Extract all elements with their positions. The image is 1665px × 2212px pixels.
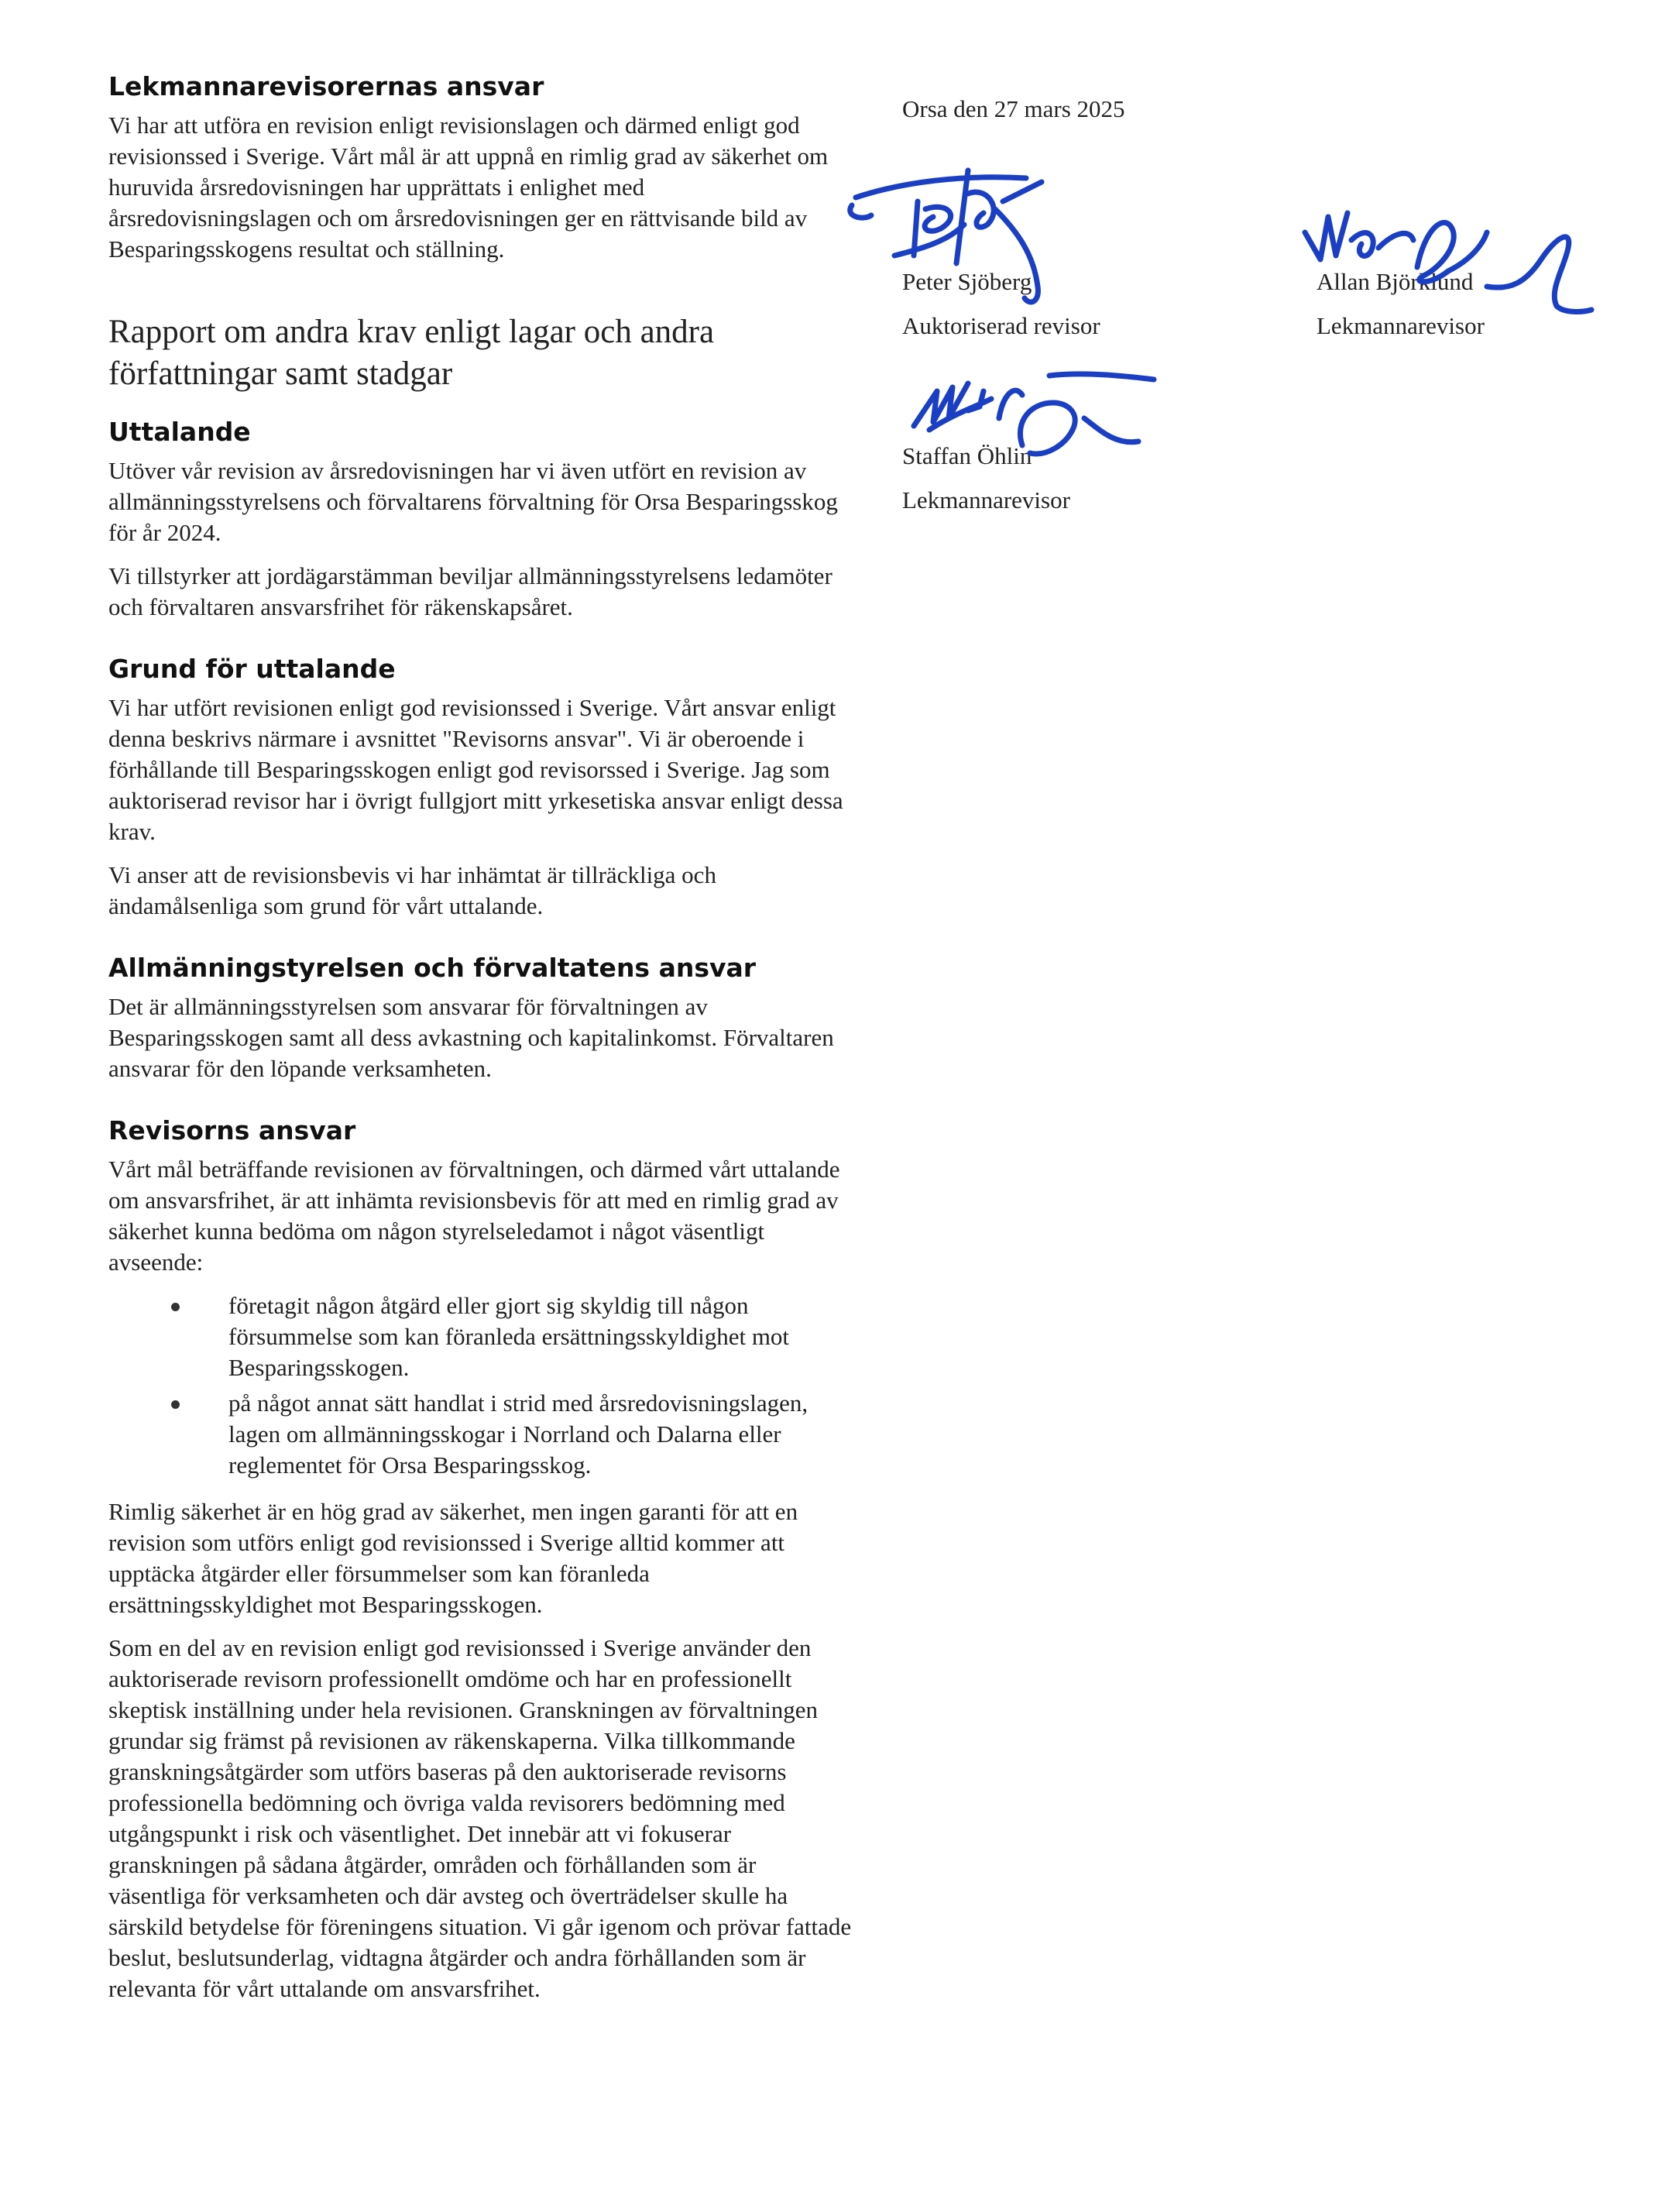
paragraph-revisorn-1: Vårt mål beträffande revisionen av förvaltningen, och därmed vårt uttalande om ansvarsfrihet, är att inhämta revisionsbevis för att med en rimlig grad av säkerhet kunna bedöma om någon styrelseledamot i något väsentligt avseende: <box>108 1156 840 1276</box>
signature-allan-icon <box>1293 198 1603 329</box>
rapport-title: Rapport om andra krav enligt lagar och andra författningar samt stadgar <box>108 314 715 392</box>
paragraph-allmanning-1: Det är allmänningsstyrelsen som ansvarar för förvaltningen av Besparingsskogen samt all dess avkastning och kapitalinkomst. Förvaltaren ansvarar för den löpande verksamheten. <box>108 993 834 1082</box>
section-allmanning <box>108 953 852 1084</box>
heading-lekman: Lekmannarevisorernas ansvar <box>108 71 544 101</box>
paragraph-revisorn-3: Som en del av en revision enligt god revisionssed i Sverige använder den auktoriserade revisorn professionellt omdöme och har en professionellt skeptisk inställning under hela revisionen. Granskningen av förvaltningen grundar sig främst på revisionen av räkenskaperna. Vilka tillkommande granskningsåtgärder som utförs baseras på den auktoriserade revisorns professionella bedömning och övriga valda revisorers bedömning med utgångspunkt i risk och väsentlighet. Det innebär att vi fokuserar granskningen på sådana åtgärder, områden och förhållanden som är väsentliga för verksamheten och där avsteg och överträdelser skulle ha särskild betydelse för föreningens situation. Vi går igenom och prövar fattade beslut, beslutsunderlag, vidtagna åtgärder och andra förhållanden som är relevanta för vårt uttalande om ansvarsfrihet. <box>108 1634 852 2002</box>
signature-peter-icon <box>840 155 1119 318</box>
signer-title: Lekmannarevisor <box>902 486 1070 514</box>
heading-grund: Grund för uttalande <box>108 654 396 684</box>
signer-name: Allan Björklund <box>1317 268 1474 295</box>
list-item: på något annat sätt handlat i strid med årsredovisningslagen, lagen om allmänningsskogar i Norrland och Dalarna eller reglementet för Orsa Besparingsskog. <box>228 1388 852 1481</box>
signer-name: Peter Sjöberg <box>902 268 1032 295</box>
section-lekman <box>108 71 852 265</box>
bullet-list <box>108 1290 852 1481</box>
section-uttalande <box>108 417 852 623</box>
paragraph-uttalande-2: Vi tillstyrker att jordägarstämman beviljar allmänningsstyrelsens ledamöter och förvaltaren ansvarsfrihet för räkenskapsåret. <box>108 562 832 620</box>
heading-revisorn: Revisorns ansvar <box>108 1115 356 1146</box>
paragraph-uttalande-1: Utöver vår revision av årsredovisningen har vi även utfört en revision av allmänningsstyrelsens och förvaltarens förvaltning för Orsa Besparingsskog för år 2024. <box>108 457 838 546</box>
document-body <box>108 71 852 2035</box>
bullet-icon <box>171 1303 180 1311</box>
paragraph-grund-1: Vi har utfört revisionen enligt god revisionssed i Sverige. Vårt ansvar enligt denna beskrivs närmare i avsnittet "Revisorns ansvar". Vi är oberoende i förhållande till Besparingsskogen enligt god revisorssed i Sverige. Jag som auktoriserad revisor har i övrigt fullgjort mitt yrkesetiska ansvar enligt dessa krav. <box>108 694 843 845</box>
signer-name: Staffan Öhlin <box>902 442 1032 469</box>
list-item: företagit någon åtgärd eller gjort sig skyldig till någon försummelse som kan föranleda ersättningsskyldighet mot Besparingsskogen. <box>228 1290 852 1383</box>
bullet-icon <box>171 1400 180 1409</box>
signature-staffan-icon <box>906 360 1169 469</box>
paragraph-lekman: Vi har att utföra en revision enligt revisionslagen och därmed enligt god revisionssed i Sverige. Vårt mål är att uppnå en rimlig grad av säkerhet om huruvida årsredovisningen har upprättats i enlighet med årsredovisningslagen och om årsredovisningen ger en rättvisande bild av Besparingsskogens resultat och ställning. <box>108 112 829 263</box>
signer-title: Auktoriserad revisor <box>902 312 1100 339</box>
section-grund <box>108 654 852 922</box>
paragraph-grund-2: Vi anser att de revisionsbevis vi har inhämtat är tillräckliga och ändamålsenliga som grund för vårt uttalande. <box>108 861 716 919</box>
paragraph-revisorn-2: Rimlig säkerhet är en hög grad av säkerhet, men ingen garanti för att en revision som utförs enligt god revisionssed i Sverige alltid kommer att upptäcka åtgärder eller försummelser som kan föranleda ersättningsskyldighet mot Besparingsskogen. <box>108 1498 798 1618</box>
signer-title: Lekmannarevisor <box>1317 312 1485 339</box>
place-date: Orsa den 27 mars 2025 <box>902 95 1125 122</box>
heading-allmanning: Allmänningstyrelsen och förvaltatens ansvar <box>108 953 757 983</box>
section-revisorn <box>108 1115 852 2004</box>
heading-uttalande: Uttalande <box>108 417 251 447</box>
